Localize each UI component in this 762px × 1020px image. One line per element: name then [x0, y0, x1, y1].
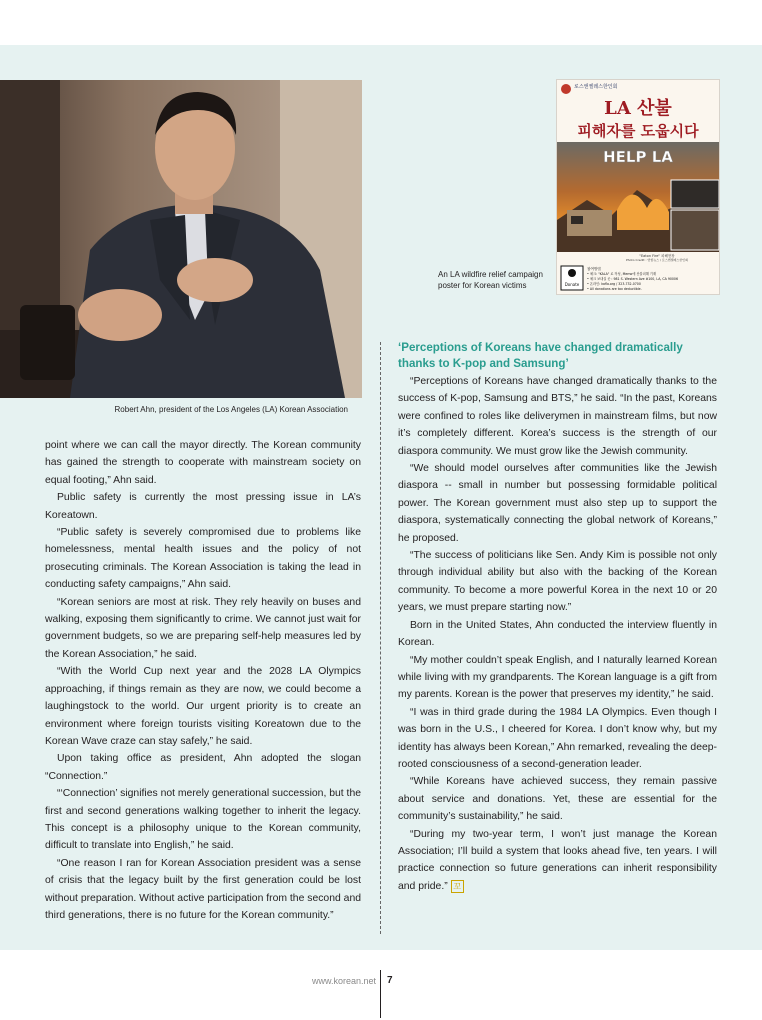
paragraph: Born in the United States, Ahn conducted the interview fluently in Korean. [398, 619, 717, 649]
paragraph: point where we can call the mayor directly. The Korean community has gained the strength to cooperate with mainstream society on equal footing,” Ahn said. [45, 440, 361, 486]
poster-header: 로스앤젤레스한인회 [574, 84, 618, 90]
poster-photo-credit-2: Photo Credit : 연합뉴스 / 로스앤젤레스한인회 [625, 258, 689, 262]
paragraph: “Korean seniors are most at risk. They rely heavily on buses and walking, exposing them significantly to crime. We cannot just wait for government budgets, so we are preparing self-help measures led by the Korean Association,” he said. [45, 596, 361, 660]
photo-caption: Robert Ahn, president of the Los Angeles (LA) Korean Association [114, 405, 348, 414]
paragraph: Public safety is currently the most pressing issue in LA’s Koreatown. [45, 492, 361, 521]
paragraph: “My mother couldn’t speak English, and I naturally learned Korean while living with my grandparents. The Korean language is a gift from my parents. Korean is the power that preserves my identity,” he said. [398, 654, 717, 701]
right-column [398, 340, 717, 895]
paragraph: “Perceptions of Koreans have changed dramatically thanks to the success of K-pop, Samsung and BTS,” he said. “In the past, Koreans were confined to roles like deliverymen in mainstream films, but now it’s completely different. Korea’s success is the strength of our diaspora community. We must grow like the Jewish community. [398, 376, 717, 457]
paragraph: “We should model ourselves after communities like the Jewish diaspora -- small in number but possessing formidable political power. The Korean government must also step up to support the diaspora, systematically connecting the global network of Koreans,” he proposed. [398, 463, 717, 544]
section-heading: ‘Perceptions of Koreans have changed dramatically thanks to K-pop and Samsung’ [398, 341, 683, 370]
poster-info-5: • All donations are tax deductible. [587, 287, 642, 291]
poster-info-1: 참여방법 [587, 267, 601, 271]
page-number: 7 [387, 975, 393, 986]
poster-title-2: 피해자를 도웁시다 [577, 122, 699, 140]
paragraph: “‘Connection’ signifies not merely generational succession, but the first and second generations walking together to inherit the legacy. This concept is a philosophy unique to the Korean community, difficult to translate into English,” he said. [45, 788, 361, 852]
donate-label: Donate [564, 282, 580, 287]
left-column [45, 437, 361, 924]
last-paragraph-text: “During my two-year term, I won’t just manage the Korean Association; I’ll build a system that looks ahead five, ten years. I will practice connection so future generations can inherit responsibility and pride.” [398, 828, 717, 892]
paragraph: “While Koreans have achieved success, they remain passive about service and donations. Yet, these are essential for the community’s sustainability,” he said. [398, 776, 717, 823]
poster-info-4: • 온라인: kafla.org / 323-732-0700 [587, 282, 641, 286]
paragraph: “I was in third grade during the 1984 LA Olympics. Even though I was born in the U.S., I cheered for Korea. I don’t know why, but my identity has always been Korean,” Ahn remarked, revealing the deep-rooted consciousness of a second-generation leader. [398, 706, 717, 770]
poster-title-1: LA 산불 [604, 98, 672, 119]
portrait-photo [0, 80, 362, 398]
footer-divider [380, 970, 381, 1018]
wildfire-poster [557, 80, 719, 294]
poster-caption: An LA wildfire relief campaign poster for Korean victims [438, 270, 543, 290]
paragraph: Upon taking office as president, Ahn adopted the slogan “Connection.” [45, 753, 361, 782]
poster-photo-credit-1: "Eaton Fire" 피해현장 [639, 254, 675, 258]
paragraph: “With the World Cup next year and the 2028 LA Olympics approaching, if things remain as they are now, we could become a laughingstock to the world. Our urgent priority is to create an environment where foreign tourists visiting Koreatown due to the Korean Wave craze can stay safely,” he said. [45, 666, 361, 747]
poster-info-3: • 체크 보내실 곳 : 981 S. Western Ave #100, LA, CA 90006 [587, 277, 678, 281]
poster-banner: HELP LA [603, 148, 673, 166]
paragraph: “One reason I ran for Korean Association president was a sense of crisis that the legacy built by the first generation could be lost without preparation. Without active participation from the second and third generations, there is no future for the Korean community.” [45, 857, 361, 921]
portrait-illustration [0, 80, 362, 398]
poster-info-2: • 체크: "KALA" 로 작성, Memo에 산불피해 기재 [587, 272, 656, 276]
end-mark-icon: 꼬 [451, 880, 464, 893]
association-logo-icon [561, 84, 571, 94]
paragraph: “Public safety is severely compromised due to problems like homelessness, mental health issues and the policy of not prosecuting criminals. The Korean Association is taking the lead in conducting safety campaigns,” Ahn said. [45, 527, 361, 591]
paragraph: “The success of politicians like Sen. Andy Kim is possible not only through individual ability but also with the backing of the Korean community. To become a more powerful Korea in the next 10 or 20 years, we must prepare starting now.” [398, 550, 717, 614]
footer-site: www.korean.net [311, 976, 376, 986]
poster-illustration [557, 80, 719, 294]
column-divider [380, 342, 381, 934]
paragraph [398, 826, 717, 896]
